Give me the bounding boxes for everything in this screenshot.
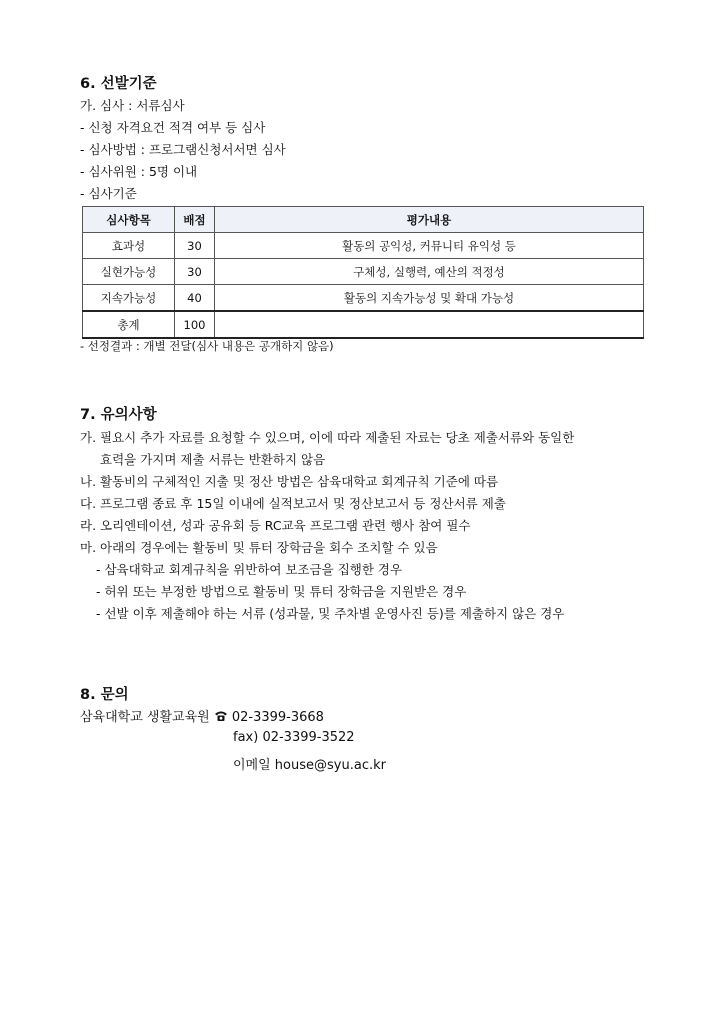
contact-org: 삼육대학교 생활교육원	[80, 710, 210, 725]
section-6-item: - 심사방법 : 프로그램신청서서면 심사	[80, 142, 286, 157]
telephone-icon	[214, 710, 228, 726]
cell-category: 효과성	[83, 233, 175, 259]
section-6-title: 6. 선발기준	[80, 76, 157, 92]
notice-subline: - 허위 또는 부정한 방법으로 활동비 및 튜터 장학금을 지원받은 경우	[96, 584, 467, 599]
table-row	[83, 285, 644, 312]
cell-total-label: 총계	[83, 311, 175, 338]
criteria-table	[82, 206, 644, 339]
table-header-row	[83, 207, 644, 233]
cell-category: 실현가능성	[83, 259, 175, 285]
contact-phone: 02-3399-3668	[231, 710, 324, 725]
notice-line: 다. 프로그램 종료 후 15일 이내에 실적보고서 및 정산보고서 등 정산서류 제출	[80, 496, 506, 511]
notice-line: 라. 오리엔테이션, 성과 공유회 등 RC교육 프로그램 관련 행사 참여 필수	[80, 518, 471, 533]
header-score: 배점	[175, 207, 215, 233]
notice-subline: - 선발 이후 제출해야 하는 서류 (성과물, 및 주차별 운영사진 등)를 제출하지 않은 경우	[96, 606, 565, 621]
contact-fax: fax) 02-3399-3522	[233, 730, 355, 745]
section-7-title: 7. 유의사항	[80, 407, 157, 423]
notice-subline: - 삼육대학교 회계규칙을 위반하여 보조금을 집행한 경우	[96, 562, 403, 577]
section-6-item: - 신청 자격요건 적격 여부 등 심사	[80, 120, 266, 135]
header-category: 심사항목	[83, 207, 175, 233]
section-6-ga: 가. 심사 : 서류심사	[80, 98, 185, 113]
cell-score: 30	[175, 259, 215, 285]
table-total-row	[83, 311, 644, 338]
contact-line	[80, 706, 324, 726]
section-8-title: 8. 문의	[80, 687, 129, 703]
cell-total-score: 100	[175, 311, 215, 338]
cell-content: 구체성, 실행력, 예산의 적정성	[215, 259, 644, 285]
notice-line: 효력을 가지며 제출 서류는 반환하지 않음	[100, 452, 326, 467]
cell-content: 활동의 지속가능성 및 확대 가능성	[215, 285, 644, 312]
table-row	[83, 259, 644, 285]
notice-line: 나. 활동비의 구체적인 지출 및 정산 방법은 삼육대학교 회계규칙 기준에 따름	[80, 474, 499, 489]
notice-line: 가. 필요시 추가 자료를 요청할 수 있으며, 이에 따라 제출된 자료는 당초 제출서류와 동일한	[80, 430, 575, 445]
section-6-item: - 심사기준	[80, 186, 137, 201]
contact-email: 이메일 house@syu.ac.kr	[233, 758, 386, 773]
cell-category: 지속가능성	[83, 285, 175, 312]
notice-line: 마. 아래의 경우에는 활동비 및 튜터 장학금을 회수 조치할 수 있음	[80, 540, 438, 555]
header-content: 평가내용	[215, 207, 644, 233]
section-6-item: - 심사위원 : 5명 이내	[80, 164, 198, 179]
selection-result: - 선정결과 : 개별 전달(심사 내용은 공개하지 않음)	[80, 339, 334, 353]
cell-content: 활동의 공익성, 커뮤니티 유익성 등	[215, 233, 644, 259]
cell-score: 30	[175, 233, 215, 259]
table-row	[83, 233, 644, 259]
cell-total-content	[215, 311, 644, 338]
cell-score: 40	[175, 285, 215, 312]
